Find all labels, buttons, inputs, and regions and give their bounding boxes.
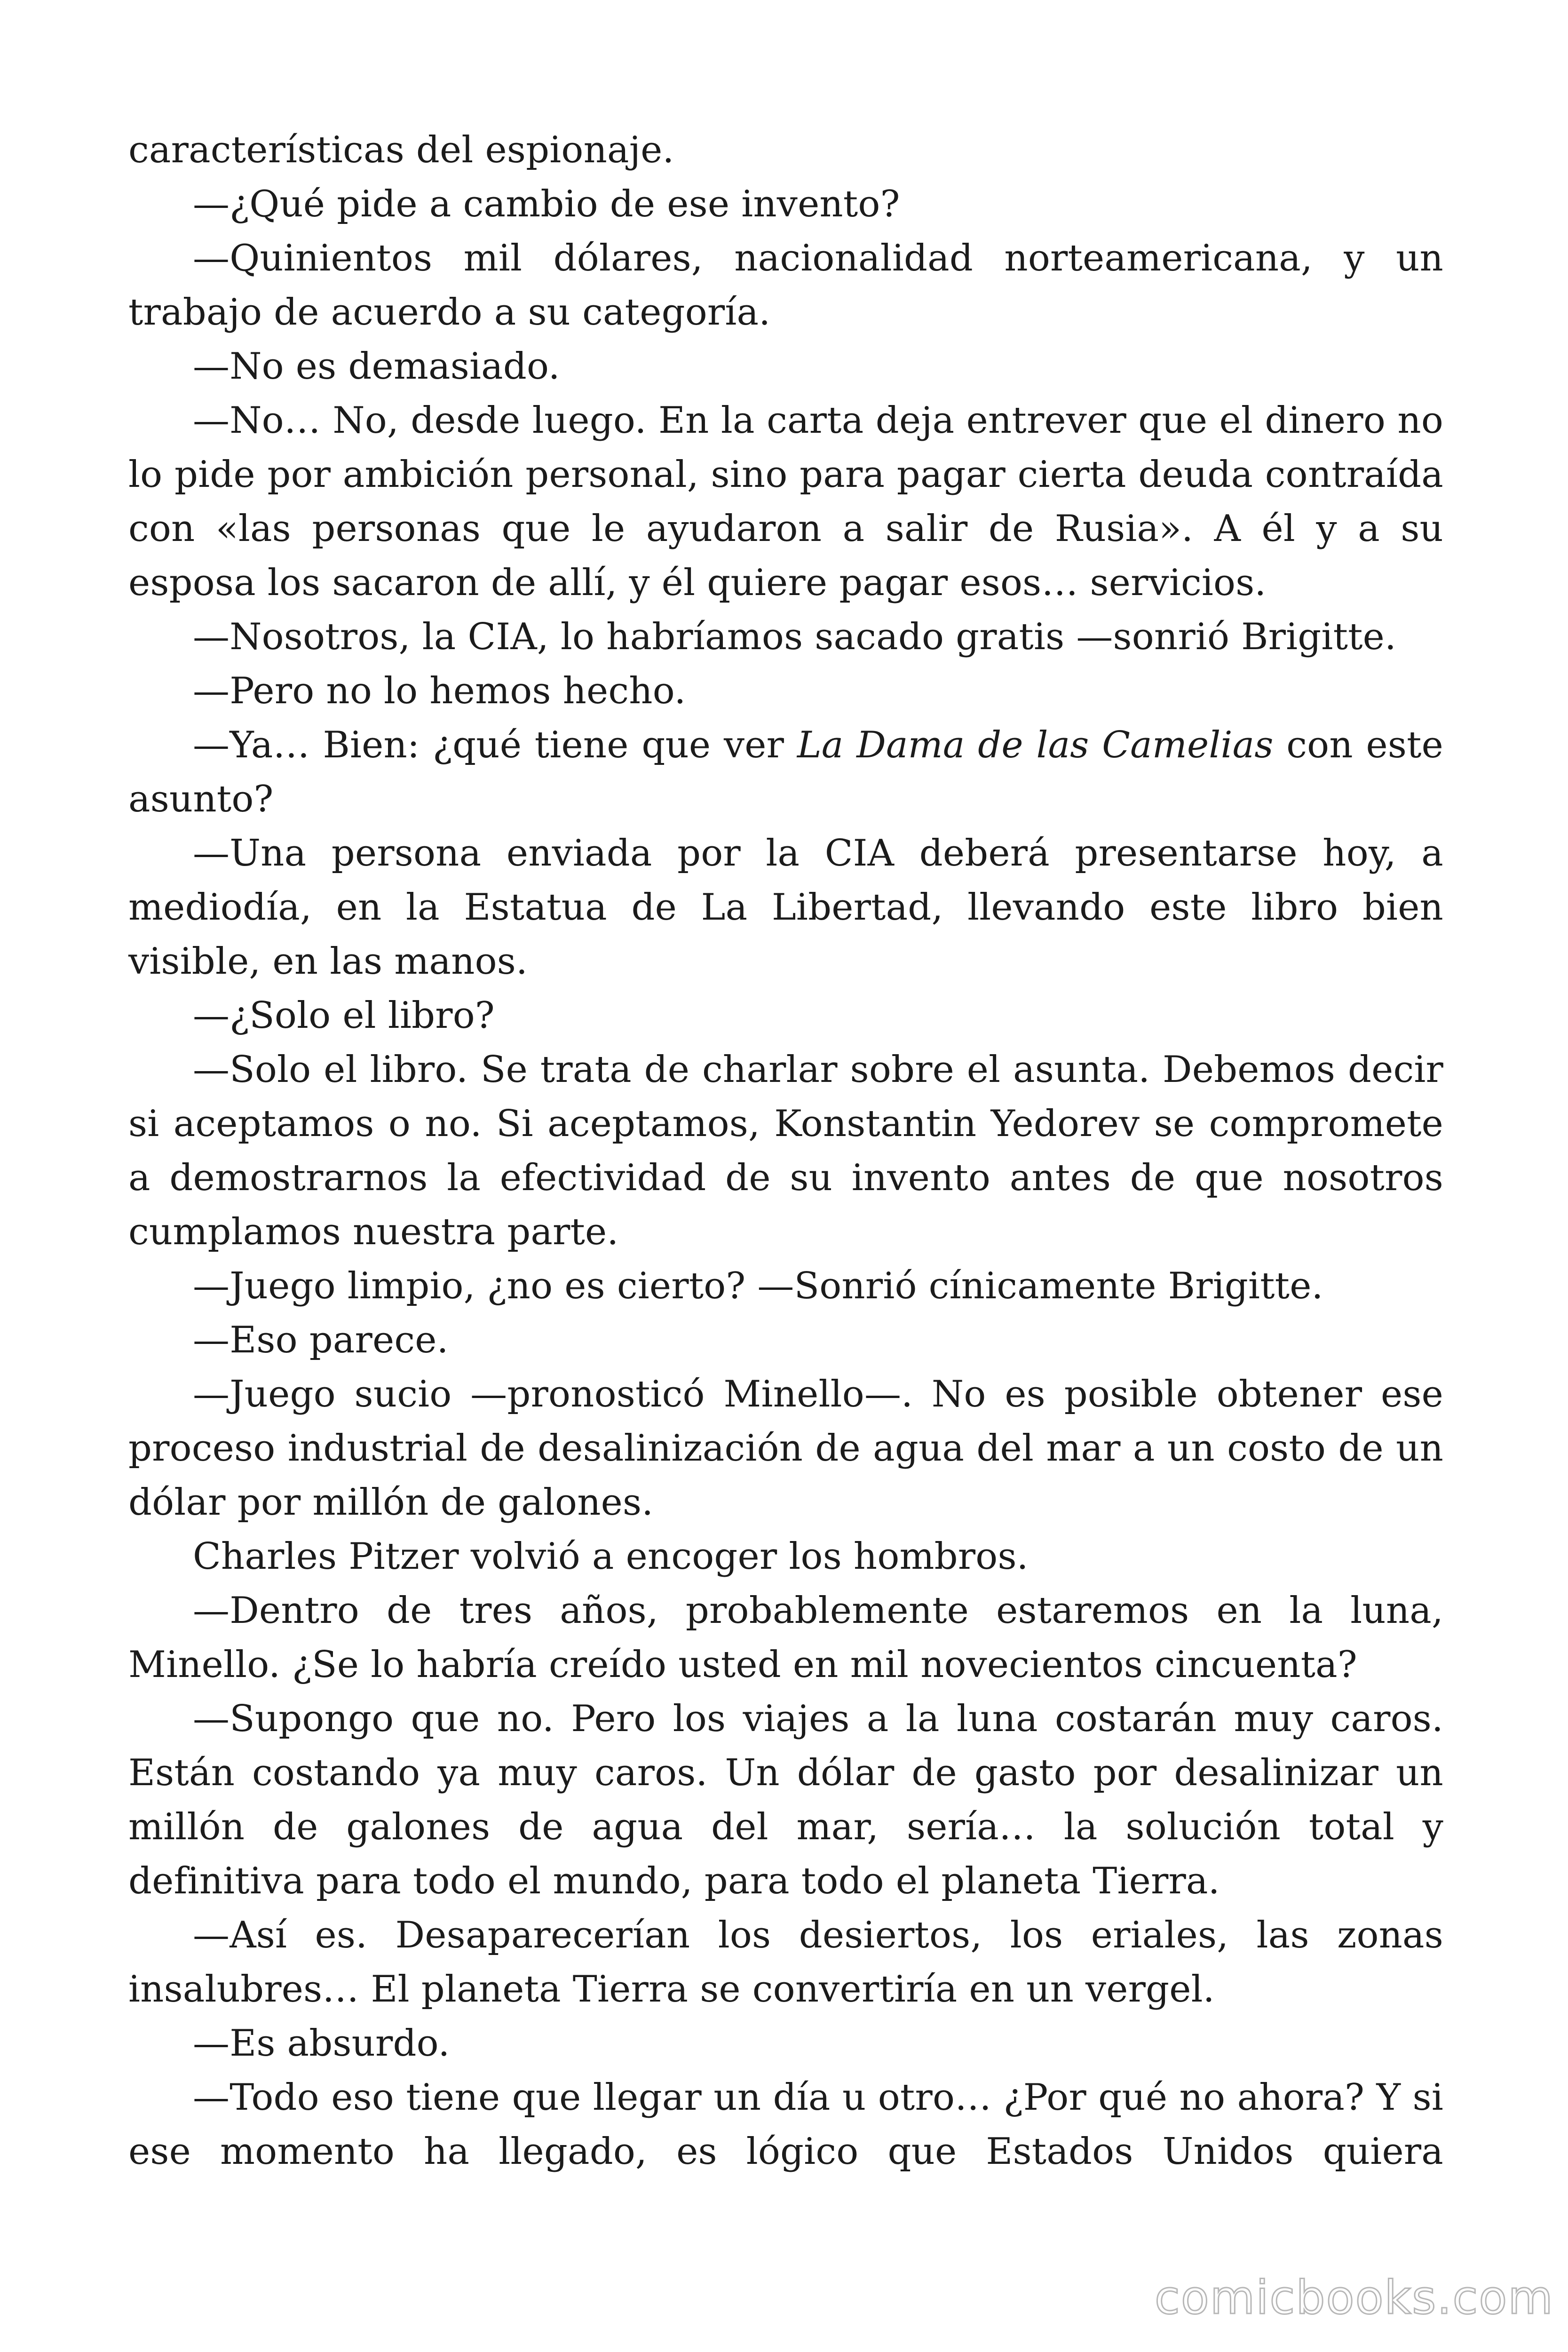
paragraph: —Es absurdo. <box>193 2022 450 2065</box>
paragraph: —Juego limpio, ¿no es cierto? —Sonrió cínicamente Brigitte. <box>193 1265 1323 1307</box>
paragraph: —¿Qué pide a cambio de ese invento? <box>193 183 900 225</box>
paragraph: —Así es. Desaparecerían los desiertos, los eriales, las zonas insalubres… El planeta Tierra se convertiría en un vergel. <box>128 1914 1443 2010</box>
paragraph: —¿Solo el libro? <box>193 994 495 1037</box>
paragraph: —Quinientos mil dólares, nacionalidad norteamericana, y un trabajo de acuerdo a su categoría. <box>128 237 1443 334</box>
book-title-italic: La Dama de las Camelias <box>797 724 1274 766</box>
paragraph: —Juego sucio —pronosticó Minello—. No es posible obtener ese proceso industrial de desalinización de agua del mar a un costo de un dólar por millón de galones. <box>128 1373 1443 1524</box>
paragraph: características del espionaje. <box>128 129 674 171</box>
paragraph-with-book-title <box>128 718 1443 826</box>
paragraph: —Dentro de tres años, probablemente estaremos en la luna, Minello. ¿Se lo habría creído usted en mil novecientos cincuenta? <box>128 1589 1443 1686</box>
paragraph: —Eso parece. <box>193 1319 449 1361</box>
paragraph: —Todo eso tiene que llegar un día u otro… ¿Por qué no ahora? Y si ese momento ha llegado, es lógico que Estados Unidos quiera <box>128 2076 1443 2173</box>
paragraph: —No… No, desde luego. En la carta deja entrever que el dinero no lo pide por ambición personal, sino para pagar cierta deuda contraída con «las personas que le ayudaron a salir de Rusia». A él y a su esposa los sacaron de allí, y él quiere pagar esos… servicios. <box>128 399 1443 604</box>
paragraph: —Solo el libro. Se trata de charlar sobre el asunta. Debemos decir si aceptamos o no. Si aceptamos, Konstantin Yedorev se compromete a demostrarnos la efectividad de su invento antes de que nosotros cumplamos nuestra parte. <box>128 1049 1443 1253</box>
paragraph: —Una persona enviada por la CIA deberá presentarse hoy, a mediodía, en la Estatua de La Libertad, llevando este libro bien visible, en las manos. <box>128 832 1443 983</box>
paragraph: Charles Pitzer volvió a encoger los hombros. <box>193 1535 1029 1578</box>
paragraph: —Supongo que no. Pero los viajes a la luna costarán muy caros. Están costando ya muy caros. Un dólar de gasto por desalinizar un millón de galones de agua del mar, sería… la solución total y definitiva para todo el mundo, para todo el planeta Tierra. <box>128 1698 1443 1902</box>
paragraph: —Pero no lo hemos hecho. <box>193 670 686 712</box>
paragraph: —No es demasiado. <box>193 345 560 388</box>
watermark: comicbooks.com <box>1155 2271 1554 2325</box>
book-page-text <box>128 123 1443 2179</box>
paragraph-text: con este asunto? <box>128 724 1443 820</box>
paragraph-text: —Ya… Bien: ¿qué tiene que ver <box>193 724 797 766</box>
paragraph: —Nosotros, la CIA, lo habríamos sacado gratis —sonrió Brigitte. <box>193 616 1397 658</box>
